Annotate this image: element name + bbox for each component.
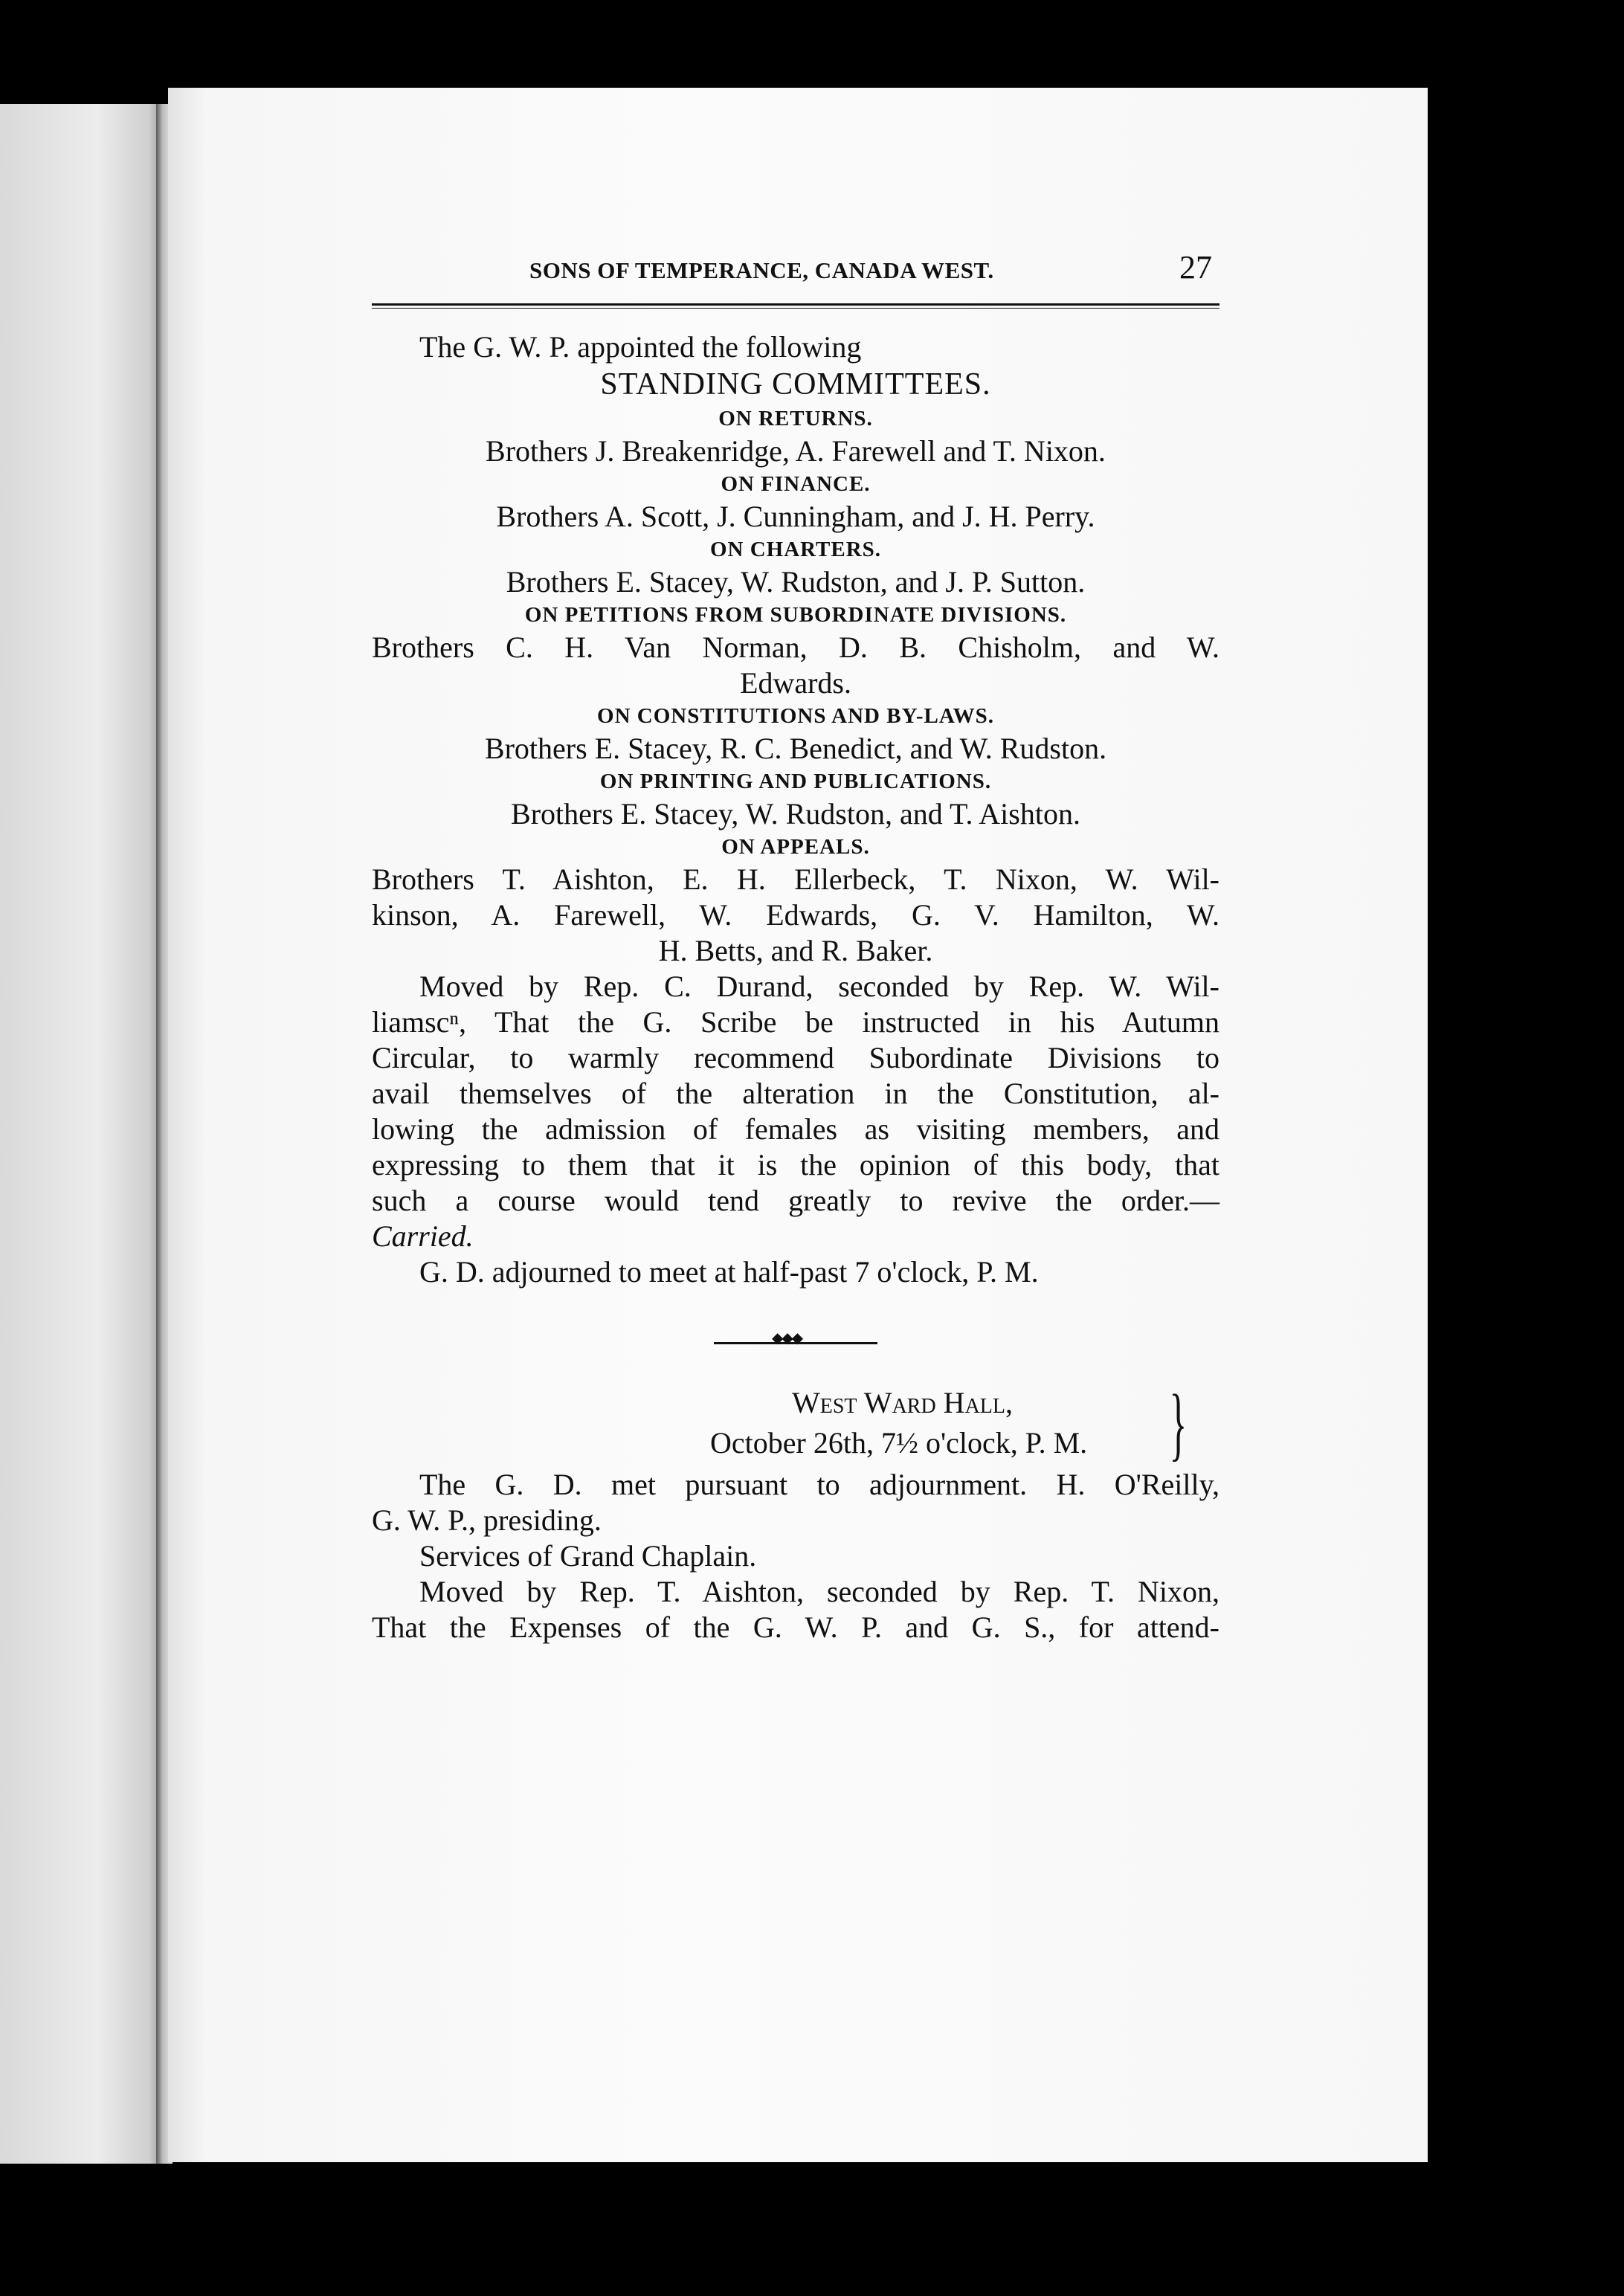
body-text	[372, 329, 1219, 1290]
committee-heading: ON PETITIONS FROM SUBORDINATE DIVISIONS.	[524, 603, 1067, 627]
adjourn-line: G. D. adjourned to meet at half-past 7 o'clock, P. M.	[419, 1255, 1039, 1289]
session-line: G. W. P., presiding.	[372, 1503, 602, 1537]
committee-members: H. Betts, and R. Baker.	[658, 934, 933, 967]
motion-line: That the Expenses of the G. W. P. and G. S., for attend-	[372, 1610, 1219, 1644]
services-line: Services of Grand Chaplain.	[419, 1539, 757, 1573]
session-text	[372, 1467, 1219, 1645]
motion-line: Circular, to warmly recommend Subordinate Divisions to	[372, 1041, 1219, 1074]
committee-members: Brothers E. Stacey, W. Rudston, and T. Aishton.	[511, 797, 1080, 831]
committee-heading: ON APPEALS.	[721, 835, 870, 859]
committee-heading: ON CONSTITUTIONS AND BY-LAWS.	[597, 704, 994, 728]
committee-members: Brothers E. Stacey, W. Rudston, and J. P. Sutton.	[506, 565, 1086, 599]
motion-line: liamscⁿ, That the G. Scribe be instructed in his Autumn	[372, 1005, 1219, 1039]
motion-line: such a course would tend greatly to revive the order.—	[372, 1184, 1219, 1217]
page-header	[372, 249, 1219, 300]
page-number: 27	[1179, 249, 1212, 286]
motion-line: avail themselves of the alteration in the Constitution, al-	[372, 1077, 1219, 1110]
motion-line: lowing the admission of females as visiting members, and	[372, 1112, 1219, 1146]
committee-members: Brothers E. Stacey, R. C. Benedict, and W. Rudston.	[484, 732, 1107, 765]
place-line: West Ward Hall,	[792, 1386, 1013, 1419]
committee-heading: ON CHARTERS.	[709, 538, 882, 561]
carried-text: Carried.	[372, 1219, 474, 1253]
committee-heading: ON FINANCE.	[721, 472, 871, 496]
place-and-date	[372, 1378, 1219, 1468]
motion-result	[372, 1219, 1219, 1254]
committees-title: STANDING COMMITTEES.	[600, 367, 991, 402]
motion-line: Moved by Rep. T. Aishton, seconded by Rep. T. Nixon,	[419, 1575, 1219, 1608]
header-rule	[372, 303, 1219, 309]
session-line: The G. D. met pursuant to adjournment. H. O'Reilly,	[419, 1468, 1219, 1501]
section-ornament	[714, 1338, 877, 1348]
facing-page-edge	[0, 104, 162, 2164]
committee-members: kinson, A. Farewell, W. Edwards, G. V. Hamilton, W.	[372, 898, 1219, 932]
committee-members: Brothers A. Scott, J. Cunningham, and J. H. Perry.	[496, 500, 1095, 533]
page-content	[372, 249, 1219, 1645]
committee-heading: ON RETURNS.	[718, 407, 873, 430]
committee-members: Brothers C. H. Van Norman, D. B. Chisholm, and W.	[372, 631, 1219, 664]
committee-members: Brothers T. Aishton, E. H. Ellerbeck, T. Nixon, W. Wil-	[372, 862, 1219, 896]
committee-members: Edwards.	[740, 666, 851, 700]
date-line: October 26th, 7½ o'clock, P. M.	[710, 1426, 1088, 1460]
motion-line: expressing to them that it is the opinion of this body, that	[372, 1148, 1219, 1181]
running-head: SONS OF TEMPERANCE, CANADA WEST.	[529, 257, 994, 283]
brace-glyph: }	[1169, 1378, 1188, 1468]
committee-members: Brothers J. Breakenridge, A. Farewell and T. Nixon.	[486, 434, 1106, 468]
motion-line: Moved by Rep. C. Durand, seconded by Rep. W. Wil-	[419, 970, 1219, 1003]
committee-heading: ON PRINTING AND PUBLICATIONS.	[599, 770, 992, 793]
intro-line: The G. W. P. appointed the following	[419, 330, 862, 364]
